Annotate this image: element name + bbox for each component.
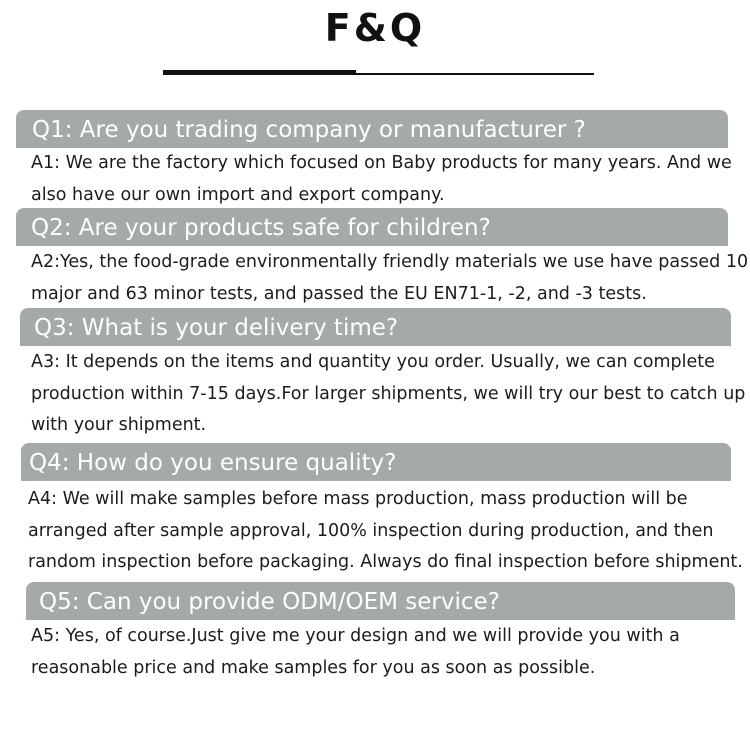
faq-answer-5 bbox=[31, 621, 680, 684]
faq-answer-5-line-2: reasonable price and make samples for you as soon as possible. bbox=[31, 657, 596, 678]
faq-answer-4-line-2: arranged after sample approval, 100% inspection during production, and then bbox=[28, 520, 714, 541]
page-title: F&Q bbox=[324, 6, 426, 50]
faq-answer-4-line-1: A4: We will make samples before mass production, mass production will be bbox=[28, 489, 688, 509]
faq-question-3: Q3: What is your delivery time? bbox=[20, 308, 731, 346]
faq-answer-1-line-2: also have our own import and export company. bbox=[31, 184, 445, 205]
faq-answer-2-line-2: major and 63 minor tests, and passed the EU EN71-1, -2, and -3 tests. bbox=[31, 283, 647, 304]
faq-question-5: Q5: Can you provide ODM/OEM service? bbox=[26, 582, 735, 620]
faq-answer-3-line-1: A3: It depends on the items and quantity you order. Usually, we can complete bbox=[31, 352, 715, 372]
faq-answer-2 bbox=[31, 247, 748, 310]
faq-answer-5-line-1: A5: Yes, of course.Just give me your design and we will provide you with a bbox=[31, 626, 680, 646]
faq-answer-3-line-3: with your shipment. bbox=[31, 415, 207, 435]
faq-answer-3 bbox=[31, 347, 745, 442]
title-divider-thin bbox=[356, 73, 594, 75]
faq-answer-1-line-1: A1: We are the factory which focused on Baby products for many years. And we bbox=[31, 153, 732, 173]
title-divider-thick bbox=[163, 70, 356, 75]
faq-question-2: Q2: Are your products safe for children? bbox=[16, 208, 728, 246]
faq-question-1: Q1: Are you trading company or manufacturer ? bbox=[16, 110, 728, 148]
faq-answer-4 bbox=[28, 484, 743, 579]
faq-answer-2-line-1: A2:Yes, the food-grade environmentally friendly materials we use have passed 10 bbox=[31, 252, 749, 272]
faq-question-4: Q4: How do you ensure quality? bbox=[21, 443, 731, 481]
faq-answer-3-line-2: production within 7-15 days.For larger shipments, we will try our best to catch up bbox=[31, 383, 746, 404]
faq-answer-1 bbox=[31, 148, 732, 211]
faq-answer-4-line-3: random inspection before packaging. Always do final inspection before shipment. bbox=[28, 552, 743, 572]
